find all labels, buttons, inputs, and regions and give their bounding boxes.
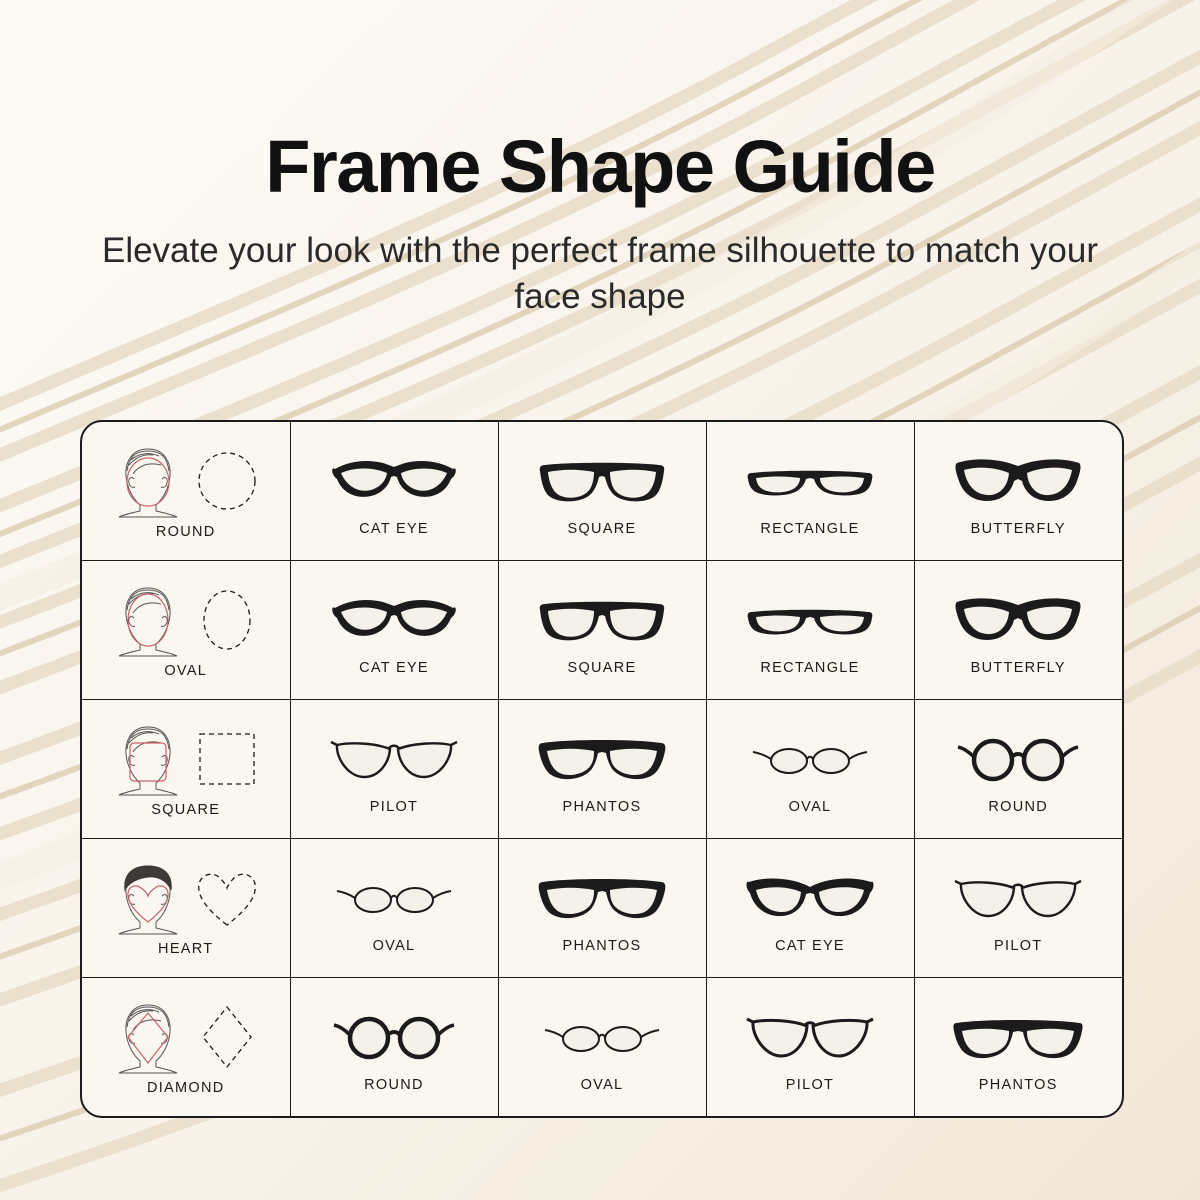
frame-label: PILOT [369, 798, 419, 815]
frame-label: BUTTERFLY [970, 659, 1066, 676]
frame-label: ROUND [988, 798, 1049, 815]
frame-cell-phantos[interactable] [914, 978, 1122, 1116]
frame-butterfly-icon [953, 584, 1083, 656]
frame-cell-pilot[interactable] [290, 699, 498, 838]
frame-square-icon [537, 445, 667, 517]
face-cell-square[interactable] [82, 699, 290, 838]
frame-cell-butterfly[interactable] [914, 422, 1122, 560]
frame-label: RECTANGLE [760, 520, 860, 537]
frame-cell-oval[interactable] [706, 699, 914, 838]
table-row [82, 978, 1122, 1116]
frame-cell-rectangle[interactable] [706, 422, 914, 560]
frame-cell-square[interactable] [498, 560, 706, 699]
frame-label: PILOT [785, 1077, 835, 1094]
frame-label: SQUARE [567, 659, 637, 676]
frame-cell-round[interactable] [914, 699, 1122, 838]
shape-outline-diamond [191, 1001, 263, 1073]
face-heart-icon [109, 859, 263, 937]
face-cell-round[interactable] [82, 422, 290, 560]
frame-cell-butterfly[interactable] [914, 560, 1122, 699]
frame-cell-oval[interactable] [498, 978, 706, 1116]
face-label: ROUND [155, 523, 216, 540]
frame-label: PHANTOS [978, 1077, 1058, 1094]
frame-pilot-icon [745, 1001, 875, 1073]
shape-outline-heart [191, 862, 263, 934]
table-row [82, 560, 1122, 699]
face-label: DIAMOND [146, 1080, 225, 1097]
frame-oval-icon [537, 1001, 667, 1073]
frame-cell-cat-eye[interactable] [706, 839, 914, 978]
shape-outline-round [191, 445, 263, 517]
shape-outline-oval [191, 584, 263, 656]
frame-cell-pilot[interactable] [706, 978, 914, 1116]
frame-label: BUTTERFLY [970, 520, 1066, 537]
frame-rectangle-icon [745, 584, 875, 656]
frame-shape-grid [80, 420, 1124, 1118]
frame-butterfly-icon [953, 445, 1083, 517]
frame-cell-pilot[interactable] [914, 839, 1122, 978]
page-title: Frame Shape Guide [265, 125, 935, 208]
frame-label: OVAL [372, 938, 416, 955]
frame-label: SQUARE [567, 520, 637, 537]
frame-label: OVAL [788, 798, 832, 815]
frame-label: ROUND [364, 1077, 424, 1094]
frame-cell-phantos[interactable] [498, 699, 706, 838]
face-oval-icon [109, 581, 263, 659]
face-label: SQUARE [151, 801, 221, 818]
frame-label: PILOT [994, 938, 1043, 955]
frame-label: OVAL [580, 1077, 624, 1094]
table-row [82, 422, 1122, 560]
frame-cell-rectangle[interactable] [706, 560, 914, 699]
frame-rectangle-icon [745, 445, 875, 517]
frame-oval-icon [329, 862, 459, 934]
frame-cell-phantos[interactable] [498, 839, 706, 978]
frame-phantos-icon [537, 862, 667, 934]
frame-label: PHANTOS [562, 938, 642, 955]
frame-cat-eye-icon [745, 862, 875, 934]
frame-round-icon [953, 723, 1083, 795]
frame-cell-square[interactable] [498, 422, 706, 560]
frame-label: PHANTOS [562, 798, 642, 815]
frame-oval-icon [745, 723, 875, 795]
face-label: HEART [158, 941, 214, 958]
frame-cell-cat-eye[interactable] [290, 560, 498, 699]
face-cell-heart[interactable] [82, 839, 290, 978]
face-square-icon [109, 720, 263, 798]
frame-pilot-icon [329, 723, 459, 795]
shape-outline-square [191, 723, 263, 795]
face-round-icon [109, 442, 263, 520]
frame-cell-cat-eye[interactable] [290, 422, 498, 560]
frame-phantos-icon [953, 1001, 1083, 1073]
frame-label: RECTANGLE [760, 659, 860, 676]
frame-label: CAT EYE [775, 938, 845, 955]
face-cell-oval[interactable] [82, 560, 290, 699]
frame-cat-eye-icon [329, 584, 459, 656]
table-row [82, 839, 1122, 978]
frame-label: CAT EYE [359, 659, 429, 676]
frame-label: CAT EYE [359, 520, 429, 537]
frame-phantos-icon [537, 723, 667, 795]
frame-square-icon [537, 584, 667, 656]
frame-cell-oval[interactable] [290, 839, 498, 978]
face-cell-diamond[interactable] [82, 978, 290, 1116]
face-label: OVAL [164, 662, 208, 679]
page-subtitle: Elevate your look with the perfect frame silhouette to match your face shape [101, 230, 1099, 316]
frame-pilot-icon [953, 862, 1083, 934]
face-diamond-icon [109, 998, 263, 1076]
frame-cat-eye-icon [329, 445, 459, 517]
frame-round-icon [329, 1001, 459, 1073]
table-row [82, 699, 1122, 838]
frame-cell-round[interactable] [290, 978, 498, 1116]
